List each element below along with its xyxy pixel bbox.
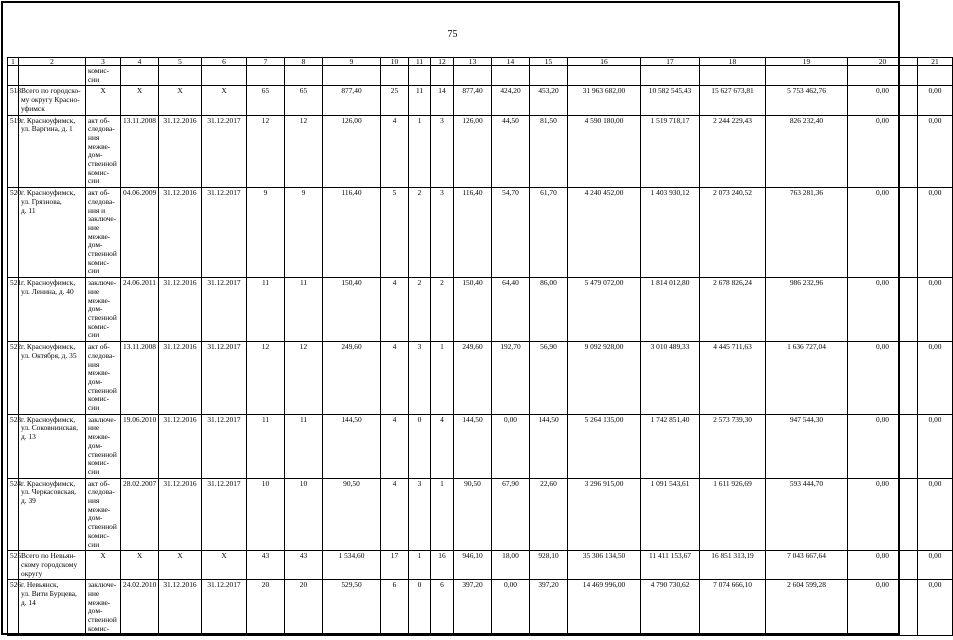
value-cell: 0 (409, 580, 431, 635)
date-cell: 31.12.2016 (159, 188, 202, 278)
area-cell: 877,40 (323, 86, 381, 115)
date-cell: 31.12.2017 (202, 478, 247, 551)
empty-cell (641, 66, 700, 86)
date-cell: 31.12.2017 (202, 188, 247, 278)
table-row (8, 580, 953, 635)
empty-cell (454, 66, 492, 86)
column-number: 1 (8, 58, 19, 66)
value-cell: 43 (247, 551, 285, 580)
amount-cell: 2 073 240,52 (700, 188, 766, 278)
date-cell: 24.06.2011 (121, 278, 159, 342)
amount-cell: 2 244 229,43 (700, 115, 766, 188)
amount-cell: 763 281,36 (766, 188, 848, 278)
value-cell: 16 (431, 551, 454, 580)
area-cell: 928,10 (530, 551, 568, 580)
value-cell: 10 (285, 478, 323, 551)
column-number: 3 (86, 58, 121, 66)
address-cell: г. Красноуфимск, ул. Ленина, д. 40 (19, 278, 86, 342)
column-number: 12 (431, 58, 454, 66)
area-cell: 67,90 (492, 478, 530, 551)
empty-cell (700, 66, 766, 86)
column-number: 18 (700, 58, 766, 66)
date-cell: 31.12.2017 (202, 580, 247, 635)
page-number: 75 (447, 29, 458, 40)
area-cell: 150,40 (454, 278, 492, 342)
area-cell: 249,60 (454, 342, 492, 415)
value-cell: 3 (431, 115, 454, 188)
value-cell: 11 (409, 86, 431, 115)
column-number: 14 (492, 58, 530, 66)
amount-cell: 10 582 545,43 (641, 86, 700, 115)
value-cell: 5 (381, 188, 409, 278)
column-number: 17 (641, 58, 700, 66)
value-cell: 3 (409, 478, 431, 551)
value-cell: 9 (285, 188, 323, 278)
area-cell: 18,00 (492, 551, 530, 580)
empty-cell (492, 66, 530, 86)
date-cell: 04.06.2009 (121, 188, 159, 278)
amount-cell: 826 232,40 (766, 115, 848, 188)
amount-cell: 14 469 996,00 (568, 580, 641, 635)
document-cell: X (86, 551, 121, 580)
amount-cell: 1 091 543,61 (641, 478, 700, 551)
value-cell: 20 (247, 580, 285, 635)
area-cell: 946,10 (454, 551, 492, 580)
area-cell: 877,40 (454, 86, 492, 115)
amount-cell: 986 232,96 (766, 278, 848, 342)
empty-cell (918, 66, 953, 86)
document-cell: X (86, 86, 121, 115)
empty-cell (202, 66, 247, 86)
column-number: 2 (19, 58, 86, 66)
value-cell: 11 (247, 414, 285, 478)
table-body (8, 58, 953, 636)
column-number: 11 (409, 58, 431, 66)
table-row (8, 551, 953, 580)
amount-cell: 0,00 (848, 278, 918, 342)
address-cell: г. Невьянск, ул. Вити Бурцева, д. 14 (19, 580, 86, 635)
empty-cell (8, 66, 19, 86)
date-cell: X (121, 86, 159, 115)
amount-cell: 0,00 (848, 86, 918, 115)
value-cell: 4 (381, 478, 409, 551)
area-cell: 144,50 (454, 414, 492, 478)
address-cell: г. Красноуфимск, ул. Октября, д. 35 (19, 342, 86, 415)
empty-cell (381, 66, 409, 86)
value-cell: 25 (381, 86, 409, 115)
area-cell: 0,00 (492, 414, 530, 478)
value-cell: 3 (431, 188, 454, 278)
document-cell: акт об- следова- ния межве- дом- ственной комис- сии (86, 478, 121, 551)
address-cell: г. Красноуфимск, ул. Грязнова, д. 11 (19, 188, 86, 278)
date-cell: 19.06.2010 (121, 414, 159, 478)
amount-cell: 1 403 930,12 (641, 188, 700, 278)
amount-cell: 0,00 (848, 188, 918, 278)
area-cell: 0,00 (492, 580, 530, 635)
area-cell: 81,50 (530, 115, 568, 188)
value-cell: 1 (431, 342, 454, 415)
area-cell: 126,00 (323, 115, 381, 188)
amount-cell: 9 092 928,00 (568, 342, 641, 415)
value-cell: 4 (381, 278, 409, 342)
value-cell: 2 (409, 278, 431, 342)
amount-cell: 593 444,70 (766, 478, 848, 551)
value-cell: 9 (247, 188, 285, 278)
column-number: 8 (285, 58, 323, 66)
value-cell: 1 (431, 478, 454, 551)
date-cell: 31.12.2016 (159, 478, 202, 551)
area-cell: 90,50 (323, 478, 381, 551)
date-cell: 31.12.2016 (159, 580, 202, 635)
empty-cell (530, 66, 568, 86)
column-number: 21 (918, 58, 953, 66)
value-cell: 2 (431, 278, 454, 342)
table-row (8, 414, 953, 478)
amount-cell: 3 296 915,00 (568, 478, 641, 551)
area-cell: 126,00 (454, 115, 492, 188)
table-row (8, 115, 953, 188)
amount-cell: 0,00 (918, 188, 953, 278)
empty-cell (766, 66, 848, 86)
row-number: 520 (8, 188, 19, 278)
column-number: 7 (247, 58, 285, 66)
date-cell: 31.12.2016 (159, 115, 202, 188)
amount-cell: 0,00 (848, 342, 918, 415)
area-cell: 86,00 (530, 278, 568, 342)
amount-cell: 1 814 012,80 (641, 278, 700, 342)
empty-cell (121, 66, 159, 86)
date-cell: 31.12.2016 (159, 342, 202, 415)
date-cell: X (159, 86, 202, 115)
empty-cell (409, 66, 431, 86)
column-number: 15 (530, 58, 568, 66)
column-number: 6 (202, 58, 247, 66)
row-number: 522 (8, 342, 19, 415)
area-cell: 397,20 (530, 580, 568, 635)
area-cell: 529,50 (323, 580, 381, 635)
area-cell: 64,40 (492, 278, 530, 342)
amount-cell: 35 306 134,50 (568, 551, 641, 580)
address-cell: Всего по Невьян- скому городскому округу (19, 551, 86, 580)
column-number: 16 (568, 58, 641, 66)
amount-cell: 0,00 (848, 580, 918, 635)
column-number: 19 (766, 58, 848, 66)
amount-cell: 31 963 682,00 (568, 86, 641, 115)
amount-cell: 0,00 (848, 551, 918, 580)
area-cell: 453,20 (530, 86, 568, 115)
amount-cell: 15 627 673,81 (700, 86, 766, 115)
amount-cell: 1 742 851,40 (641, 414, 700, 478)
document-cell: акт об- следова- ния межве- дом- ственной комис- сии (86, 115, 121, 188)
value-cell: 11 (285, 414, 323, 478)
date-cell: 31.12.2016 (159, 278, 202, 342)
document-cell: заключе- ние межве- дом- ственной комис- сии (86, 278, 121, 342)
value-cell: 1 (409, 551, 431, 580)
date-cell: X (202, 551, 247, 580)
date-cell: 31.12.2017 (202, 414, 247, 478)
value-cell: 14 (431, 86, 454, 115)
date-cell: 31.12.2017 (202, 115, 247, 188)
value-cell: 6 (381, 580, 409, 635)
value-cell: 20 (285, 580, 323, 635)
amount-cell: 4 445 711,63 (700, 342, 766, 415)
date-cell: 31.12.2017 (202, 342, 247, 415)
value-cell: 65 (247, 86, 285, 115)
empty-cell (247, 66, 285, 86)
row-number: 523 (8, 414, 19, 478)
area-cell: 1 534,60 (323, 551, 381, 580)
date-cell: 24.02.2010 (121, 580, 159, 635)
value-cell: 6 (431, 580, 454, 635)
area-cell: 116,40 (454, 188, 492, 278)
area-cell: 397,20 (454, 580, 492, 635)
column-number: 4 (121, 58, 159, 66)
area-cell: 56,90 (530, 342, 568, 415)
amount-cell: 4 240 452,00 (568, 188, 641, 278)
empty-cell (285, 66, 323, 86)
value-cell: 12 (285, 115, 323, 188)
column-number: 10 (381, 58, 409, 66)
amount-cell: 2 678 826,24 (700, 278, 766, 342)
value-cell: 4 (381, 115, 409, 188)
row-number: 519 (8, 115, 19, 188)
date-cell: 13.11.2008 (121, 115, 159, 188)
value-cell: 1 (409, 115, 431, 188)
amount-cell: 16 851 313,19 (700, 551, 766, 580)
amount-cell: 1 519 718,17 (641, 115, 700, 188)
date-cell: 31.12.2017 (202, 278, 247, 342)
value-cell: 0 (409, 414, 431, 478)
register-table (7, 57, 953, 636)
amount-cell: 2 604 599,28 (766, 580, 848, 635)
table-row (8, 342, 953, 415)
amount-cell: 7 043 667,64 (766, 551, 848, 580)
amount-cell: 11 411 153,67 (641, 551, 700, 580)
value-cell: 3 (409, 342, 431, 415)
document-cell: заключе- ние межве- дом- ственной комис- (86, 580, 121, 635)
date-cell: 13.11.2008 (121, 342, 159, 415)
value-cell: 4 (431, 414, 454, 478)
document-cell: акт об- следова- ния и заключе- ние межве- дом- ственной комис- сии (86, 188, 121, 278)
row-number: 518 (8, 86, 19, 115)
date-cell: X (159, 551, 202, 580)
amount-cell: 0,00 (918, 580, 953, 635)
column-number: 5 (159, 58, 202, 66)
amount-cell: 0,00 (848, 414, 918, 478)
continuation-row (8, 66, 953, 86)
amount-cell: 0,00 (848, 115, 918, 188)
column-number-row (8, 58, 953, 66)
column-number: 20 (848, 58, 918, 66)
area-cell: 116,40 (323, 188, 381, 278)
amount-cell: 0,00 (848, 478, 918, 551)
continuation-doc: комис- сии (86, 66, 121, 86)
amount-cell: 5 479 072,00 (568, 278, 641, 342)
amount-cell: 5 753 462,76 (766, 86, 848, 115)
amount-cell: 947 544,30 (766, 414, 848, 478)
value-cell: 4 (381, 342, 409, 415)
area-cell: 144,50 (530, 414, 568, 478)
table-row (8, 278, 953, 342)
value-cell: 12 (247, 115, 285, 188)
amount-cell: 0,00 (918, 551, 953, 580)
address-cell: г. Красноуфимск, ул. Соковнинская, д. 13 (19, 414, 86, 478)
amount-cell: 0,00 (918, 115, 953, 188)
area-cell: 144,50 (323, 414, 381, 478)
amount-cell: 0,00 (918, 414, 953, 478)
amount-cell: 2 573 739,30 (700, 414, 766, 478)
amount-cell: 0,00 (918, 86, 953, 115)
address-cell: г. Красноуфимск, ул. Черкасовская, д. 39 (19, 478, 86, 551)
value-cell: 65 (285, 86, 323, 115)
empty-cell (159, 66, 202, 86)
amount-cell: 7 074 666,10 (700, 580, 766, 635)
area-cell: 90,50 (454, 478, 492, 551)
amount-cell: 0,00 (918, 478, 953, 551)
amount-cell: 1 636 727,04 (766, 342, 848, 415)
address-cell: Всего по городско- му округу Красно- уфимск (19, 86, 86, 115)
table-row (8, 478, 953, 551)
empty-cell (323, 66, 381, 86)
document-cell: заключе- ние межве- дом- ственной комис- сии (86, 414, 121, 478)
value-cell: 10 (247, 478, 285, 551)
date-cell: 28.02.2007 (121, 478, 159, 551)
area-cell: 61,70 (530, 188, 568, 278)
empty-cell (19, 66, 86, 86)
date-cell: X (202, 86, 247, 115)
value-cell: 12 (285, 342, 323, 415)
amount-cell: 0,00 (918, 278, 953, 342)
address-cell: г. Красноуфимск, ул. Варгина, д. 1 (19, 115, 86, 188)
row-number: 521 (8, 278, 19, 342)
value-cell: 11 (247, 278, 285, 342)
value-cell: 11 (285, 278, 323, 342)
column-number: 13 (454, 58, 492, 66)
date-cell: X (121, 551, 159, 580)
amount-cell: 3 010 489,33 (641, 342, 700, 415)
area-cell: 192,70 (492, 342, 530, 415)
row-number: 524 (8, 478, 19, 551)
value-cell: 17 (381, 551, 409, 580)
row-number: 526 (8, 580, 19, 635)
table-row (8, 188, 953, 278)
area-cell: 424,20 (492, 86, 530, 115)
empty-cell (848, 66, 918, 86)
empty-cell (431, 66, 454, 86)
value-cell: 4 (381, 414, 409, 478)
amount-cell: 1 611 926,69 (700, 478, 766, 551)
table-row (8, 86, 953, 115)
column-number: 9 (323, 58, 381, 66)
empty-cell (568, 66, 641, 86)
area-cell: 44,50 (492, 115, 530, 188)
area-cell: 54,70 (492, 188, 530, 278)
document-cell: акт об- следова- ния межве- дом- ственной комис- сии (86, 342, 121, 415)
amount-cell: 0,00 (918, 342, 953, 415)
area-cell: 150,40 (323, 278, 381, 342)
date-cell: 31.12.2016 (159, 414, 202, 478)
amount-cell: 4 790 730,62 (641, 580, 700, 635)
amount-cell: 4 590 180,00 (568, 115, 641, 188)
value-cell: 43 (285, 551, 323, 580)
amount-cell: 5 264 135,00 (568, 414, 641, 478)
area-cell: 22,60 (530, 478, 568, 551)
row-number: 525 (8, 551, 19, 580)
value-cell: 12 (247, 342, 285, 415)
area-cell: 249,60 (323, 342, 381, 415)
value-cell: 2 (409, 188, 431, 278)
